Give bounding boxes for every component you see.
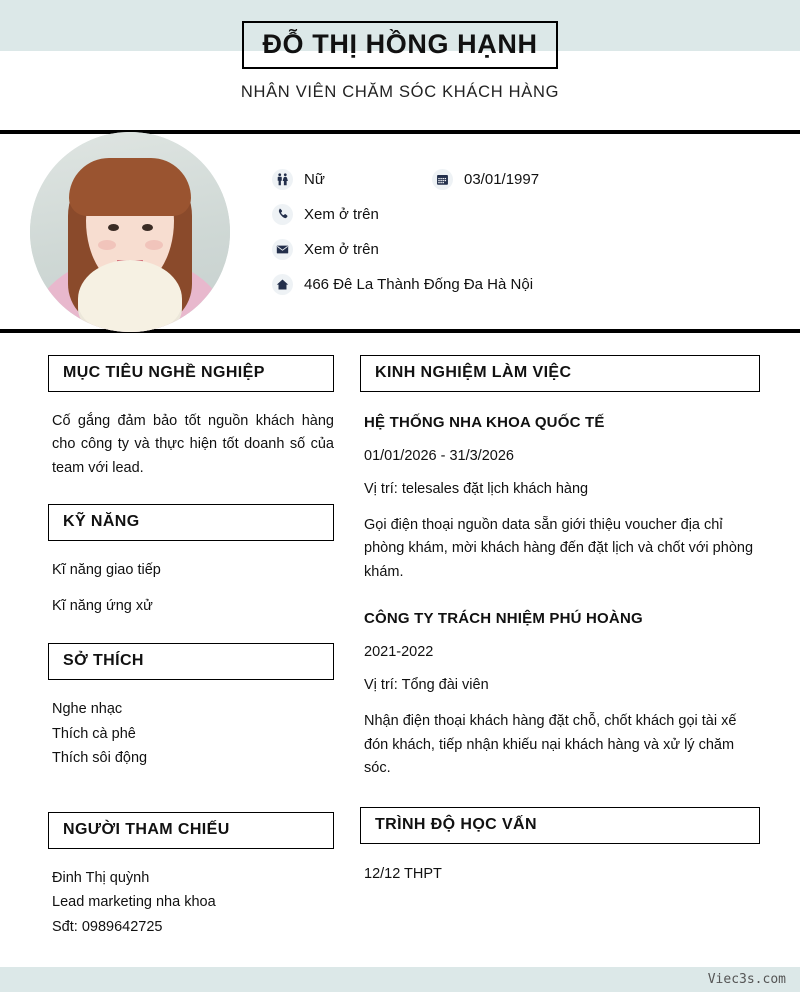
calendar-icon <box>432 169 453 190</box>
contact-address <box>272 274 533 295</box>
contact-gender-value: Nữ <box>304 170 325 188</box>
list-item: Đinh Thị quỳnh <box>52 869 150 886</box>
list-item: Kĩ năng giao tiếp <box>52 562 161 579</box>
list-item: Thích sôi động <box>52 750 148 767</box>
interests-list <box>52 698 334 769</box>
contact-email-value: Xem ở trên <box>304 240 379 258</box>
experience-description: Gọi điện thoại nguồn data sẵn giới thiệu voucher địa chỉ phòng khám, mời khách hàng đến đặt lịch và chốt với phòng khám. <box>364 517 754 580</box>
candidate-name-box <box>242 21 557 69</box>
cv-header <box>0 0 800 130</box>
email-icon <box>272 239 293 260</box>
contact-row <box>272 239 770 260</box>
list-item: Nghe nhạc <box>52 701 123 718</box>
skills-list <box>52 559 334 617</box>
section-header-skills: KỸ NĂNG <box>48 504 334 541</box>
contact-birthdate-value: 03/01/1997 <box>464 170 540 188</box>
list-item: Thích cà phê <box>52 725 136 742</box>
footer-band <box>0 967 800 992</box>
contact-address-value: 466 Đê La Thành Đống Đa Hà Nội <box>304 275 534 293</box>
section-header-education: TRÌNH ĐỘ HỌC VẤN <box>360 807 760 844</box>
list-item: Kĩ năng ứng xử <box>52 597 153 614</box>
phone-icon <box>272 204 293 225</box>
contact-row <box>272 169 770 190</box>
cv-body <box>0 333 800 964</box>
education-item: 12/12 THPT <box>364 865 442 882</box>
watermark: Viec3s.com <box>707 972 786 987</box>
experience-role: Vị trí: Tổng đài viên <box>364 677 489 694</box>
candidate-job-title: NHÂN VIÊN CHĂM SÓC KHÁCH HÀNG <box>240 83 560 102</box>
experience-dates: 01/01/2026 - 31/3/2026 <box>364 448 514 464</box>
contact-phone-value: Xem ở trên <box>304 205 379 223</box>
contact-row <box>272 274 770 295</box>
section-header-interests: SỞ THÍCH <box>48 643 334 680</box>
gender-icon <box>272 169 293 190</box>
experience-company: CÔNG TY TRÁCH NHIỆM PHÚ HOÀNG <box>364 610 643 628</box>
right-column <box>360 355 800 964</box>
contact-email <box>272 239 379 260</box>
page-title: ĐỖ THỊ HỒNG HẠNH <box>262 29 538 59</box>
contact-birthdate <box>432 169 539 190</box>
contact-row <box>272 204 770 225</box>
avatar <box>30 132 230 332</box>
contact-gender <box>272 169 432 190</box>
experience-role: Vị trí: telesales đặt lịch khách hàng <box>364 481 589 497</box>
section-header-objective: MỤC TIÊU NGHỀ NGHIỆP <box>48 355 334 392</box>
photo-container <box>0 132 260 332</box>
list-item: Sđt: 0989642725 <box>52 918 163 935</box>
contact-phone <box>272 204 379 225</box>
experience-dates: 2021-2022 <box>364 644 434 661</box>
experience-entry <box>364 610 760 780</box>
home-icon <box>272 274 293 295</box>
list-item: Lead marketing nha khoa <box>52 894 216 911</box>
section-header-experience: KINH NGHIỆM LÀM VIỆC <box>360 355 760 392</box>
contact-details <box>260 169 800 295</box>
references-list <box>52 867 334 938</box>
experience-company: HỆ THỐNG NHA KHOA QUỐC TẾ <box>364 414 605 431</box>
experience-entry <box>364 414 760 584</box>
section-header-references: NGƯỜI THAM CHIẾU <box>48 812 334 849</box>
objective-text: Cố gắng đảm bảo tốt nguồn khách hàng cho công ty và thực hiện tốt doanh số của team với lead. <box>52 413 334 476</box>
left-column <box>0 355 360 964</box>
experience-description: Nhận điện thoại khách hàng đặt chỗ, chốt khách gọi tài xế đón khách, tiếp nhận khiếu nại khách hàng và xử lý chăm sóc. <box>364 713 737 777</box>
profile-section <box>0 134 800 329</box>
